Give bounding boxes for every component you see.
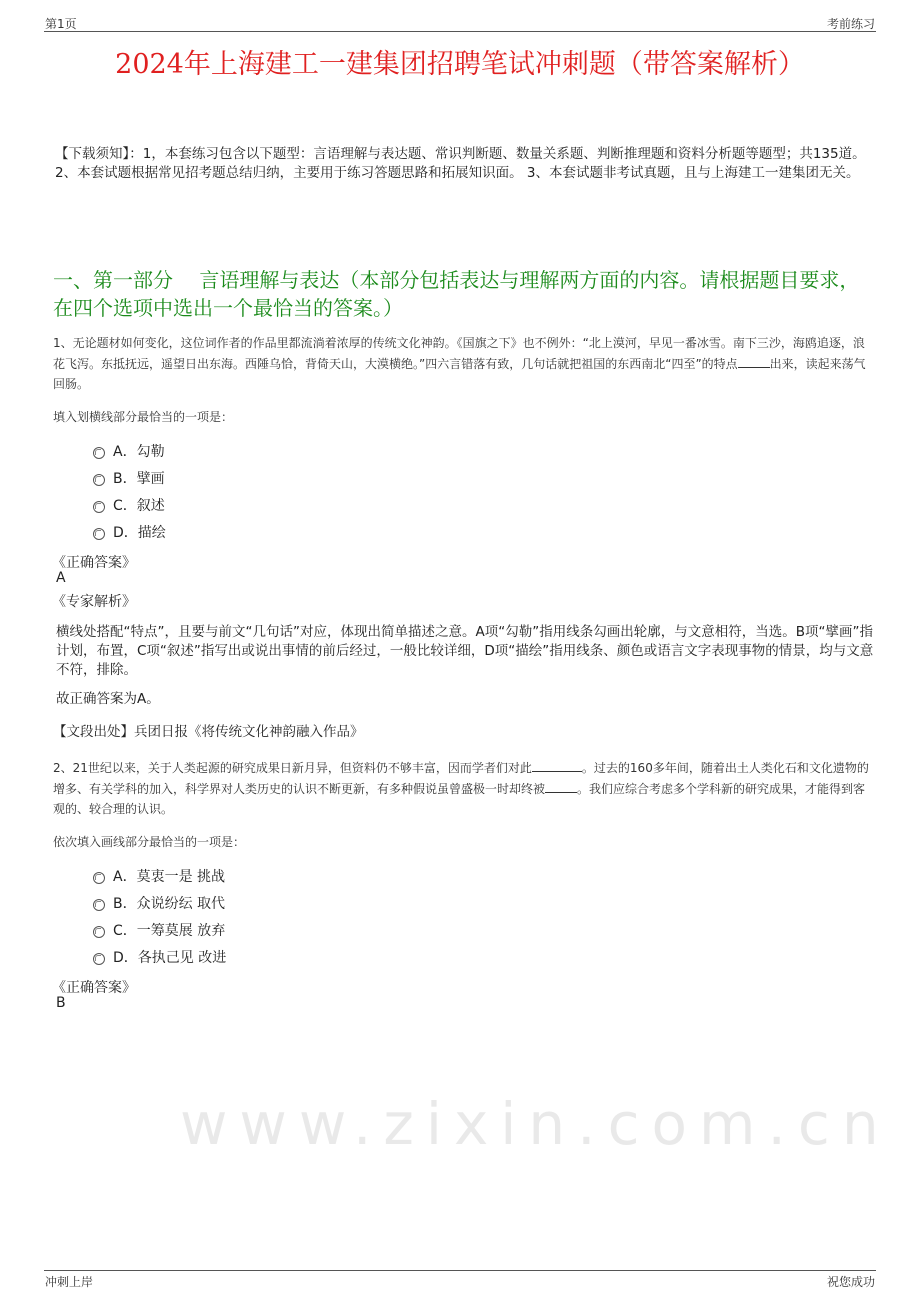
footer-right: 祝您成功 — [826, 1275, 875, 1289]
radio-icon[interactable] — [93, 447, 105, 459]
radio-icon[interactable] — [93, 528, 105, 540]
q1-answer-label: 《正确答案》 — [52, 555, 136, 571]
question-2-prompt: 依次填入画线部分最恰当的一项是： — [53, 835, 246, 849]
q2-answer-label: 《正确答案》 — [52, 980, 136, 996]
radio-icon[interactable] — [93, 501, 105, 513]
q1-text-part: 1、无论题材如何变化，这位词作者的作品里都流淌着浓厚的传统文化神韵。《国旗之下》也不例外：“北上漠河，早见一番冰雪。南下三沙，海鸥追逐，浪花飞泻。东抵抚远，遥望日出东海。西陲乌恰，背倚天山，大漠横绝。”四六言错落有致，几句话就把祖国的东西南北“四至”的特点 — [53, 336, 865, 371]
q2-option-d[interactable] — [93, 947, 226, 967]
q2-text-part: 2、21世纪以来，关于人类起源的研究成果日新月异，但资料仍不够丰富，因而学者们对此 — [53, 761, 532, 775]
q2-text-part: 。我们应综合考虑多个学科新的研究成果，才能得到客观的、较合理的认识。 — [53, 781, 866, 816]
footer-rule — [44, 1270, 876, 1271]
q2-option-c[interactable] — [93, 920, 225, 940]
radio-icon[interactable] — [93, 474, 105, 486]
option-label: D．各执己见 改进 — [113, 950, 227, 966]
q1-option-b[interactable] — [93, 468, 165, 488]
header-tag: 考前练习 — [826, 17, 875, 31]
q1-option-d[interactable] — [93, 522, 166, 542]
option-label: B．众说纷纭 取代 — [113, 896, 226, 912]
option-label: A．勾勒 — [113, 444, 165, 460]
option-label: C．叙述 — [113, 498, 165, 514]
q1-text-part: 出来，读起来荡气回肠。 — [53, 356, 866, 391]
q2-text-part: 。过去的160多年间，随着出土人类化石和文化遗物的增多、有关学科的加入，科学界对人类历史的认识不断更新，有多种假说虽曾盛极一时却终被 — [53, 761, 869, 796]
q1-option-c[interactable] — [93, 495, 165, 515]
q1-source: 【文段出处】兵团日报《将传统文化神韵融入作品》 — [53, 724, 364, 740]
radio-icon[interactable] — [93, 926, 105, 938]
q2-option-a[interactable] — [93, 866, 225, 886]
download-notice: 【下载须知】：1，本套练习包含以下题型：言语理解与表达题、常识判断题、数量关系题、判断推理题和资料分析题等题型；共135道。 2、本套试题根据常见招考题总结归纳，主要用于练习答题思路和拓展知识面。 3、本套试题非考试真题，且与上海建工一建集团无关。 — [55, 146, 866, 181]
header-rule — [44, 31, 876, 32]
q1-option-a[interactable] — [93, 441, 165, 461]
footer-left: 冲刺上岸 — [45, 1275, 94, 1289]
option-label: C．一筹莫展 放弃 — [113, 923, 226, 939]
radio-icon[interactable] — [93, 872, 105, 884]
q1-answer: A — [56, 570, 66, 586]
q1-analysis: 横线处搭配“特点”，且要与前文“几句话”对应，体现出简单描述之意。A项“勾勒”指用线条勾画出轮廓，与文意相符，当选。B项“擘画”指计划，布置，C项“叙述”指写出或说出事情的前后经过，一般比较详细，D项“描绘”指用线条、颜色或语言文字表现事物的情景，均与文意不符，排除。 — [56, 624, 874, 678]
page-number: 第1页 — [45, 17, 77, 31]
q2-answer: B — [56, 995, 66, 1011]
watermark: www.zixin.com.cn — [180, 1090, 891, 1158]
document-title: 2024年上海建工一建集团招聘笔试冲刺题（带答案解析） — [115, 49, 805, 80]
blank — [532, 759, 582, 772]
q1-conclusion: 故正确答案为A。 — [56, 691, 160, 707]
radio-icon[interactable] — [93, 953, 105, 965]
blank — [545, 780, 577, 793]
option-label: D．描绘 — [113, 525, 166, 541]
q2-option-b[interactable] — [93, 893, 225, 913]
section-heading: 一、第一部分 言语理解与表达（本部分包括表达与理解两方面的内容。请根据题目要求，在四个选项中选出一个最恰当的答案。） — [53, 268, 860, 320]
option-label: B．擘画 — [113, 471, 165, 487]
question-2-text — [53, 758, 873, 820]
radio-icon[interactable] — [93, 899, 105, 911]
question-1-text — [53, 333, 873, 395]
question-1-prompt: 填入划横线部分最恰当的一项是： — [53, 410, 234, 424]
option-label: A．莫衷一是 挑战 — [113, 869, 226, 885]
blank — [738, 355, 770, 368]
q1-analysis-label: 《专家解析》 — [52, 594, 136, 610]
